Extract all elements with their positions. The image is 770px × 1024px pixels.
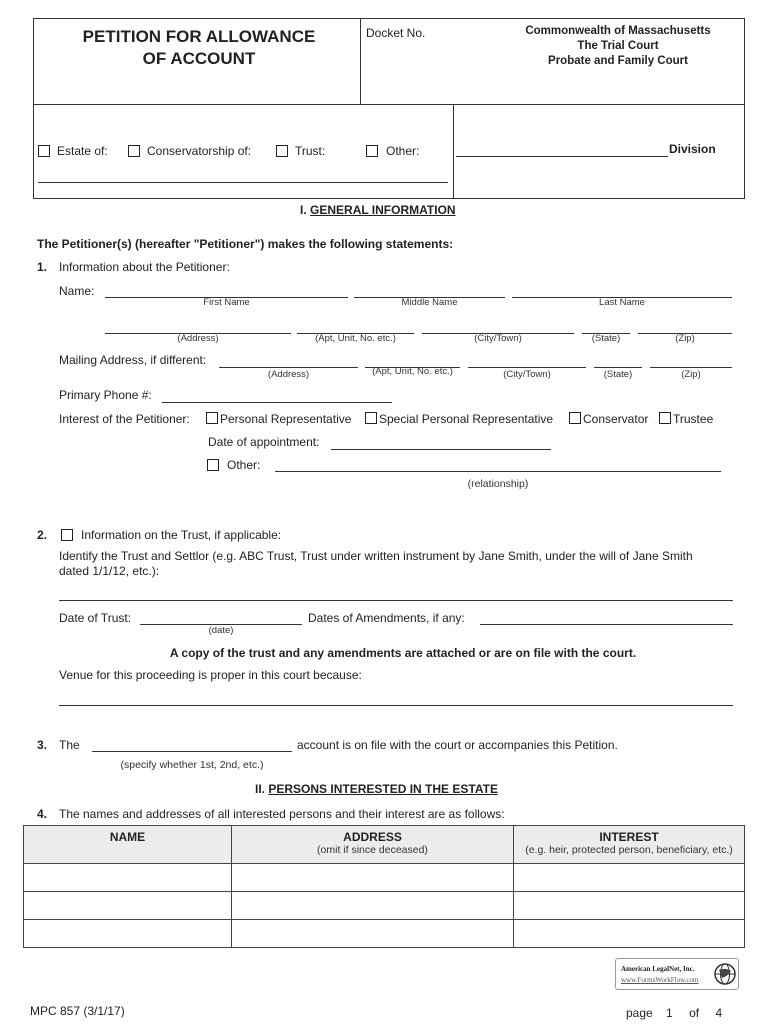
special-rep-label: Special Personal Representative — [379, 412, 554, 426]
interest-cell[interactable] — [514, 920, 745, 948]
item1-text: Information about the Petitioner: — [59, 260, 230, 274]
mailing-zip-caption: (Zip) — [681, 369, 701, 380]
section2-heading: II. PERSONS INTERESTED IN THE ESTATE — [255, 782, 498, 796]
mailing-city-caption: (City/Town) — [503, 369, 551, 380]
interested-persons-table — [23, 825, 745, 948]
interest-column-header: INTEREST (e.g. heir, protected person, beneficiary, etc.) — [514, 826, 745, 864]
form-title: PETITION FOR ALLOWANCE OF ACCOUNT — [82, 27, 316, 68]
conservatorship-checkbox[interactable] — [128, 145, 140, 157]
interest-other-label: Other: — [227, 458, 261, 472]
conservator-label: Conservator — [583, 412, 649, 426]
relationship-caption: (relationship) — [467, 478, 529, 490]
table-row — [24, 892, 745, 920]
account-number-field[interactable] — [92, 751, 292, 752]
court-name: Commonwealth of Massachusetts The Trial Court Probate and Family Court — [525, 25, 711, 67]
address-column-header: ADDRESS (omit if since deceased) — [232, 826, 514, 864]
item3-text: account is on file with the court or accompanies this Petition. — [297, 738, 618, 752]
mailing-state-caption: (State) — [603, 369, 633, 380]
header-divider-vertical — [360, 18, 361, 104]
middle-name-caption: Middle Name — [401, 297, 458, 308]
amendments-field[interactable] — [480, 624, 733, 625]
petitioner-intro: The Petitioner(s) (hereafter "Petitioner") makes the following statements: — [37, 237, 454, 251]
docket-label: Docket No. — [366, 26, 426, 40]
name-cell[interactable] — [24, 920, 232, 948]
mailing-address-field[interactable] — [219, 367, 358, 368]
logo-company: American LegalNet, Inc. — [621, 965, 695, 973]
trust-identify-text: Identify the Trust and Settlor (e.g. ABC Trust, Trust under written instrument by Jane Smith, under the will of Jane Smith dated 1/1/12, etc.): — [59, 549, 693, 578]
trustee-checkbox[interactable] — [659, 412, 671, 424]
first-name-caption: First Name — [203, 297, 250, 308]
address-cell[interactable] — [232, 892, 514, 920]
phone-label: Primary Phone #: — [59, 388, 152, 402]
header-divider-vertical-2 — [453, 104, 454, 199]
section1-heading: I. GENERAL INFORMATION — [300, 203, 456, 217]
item3-number: 3. — [37, 738, 48, 752]
globe-icon — [713, 962, 737, 986]
mailing-zip-field[interactable] — [650, 367, 732, 368]
item4-text: The names and addresses of all interested persons and their interest are as follows: — [59, 807, 505, 821]
header-divider-horizontal — [33, 104, 745, 105]
amendments-label: Dates of Amendments, if any: — [308, 611, 465, 625]
relationship-field[interactable] — [275, 471, 721, 472]
state-caption: (State) — [591, 333, 621, 344]
address-cell[interactable] — [232, 864, 514, 892]
trust-checkbox[interactable] — [276, 145, 288, 157]
address-cell[interactable] — [232, 920, 514, 948]
phone-field[interactable] — [162, 402, 392, 403]
trust-info-checkbox[interactable] — [61, 529, 73, 541]
personal-rep-checkbox[interactable] — [206, 412, 218, 424]
date-caption: (date) — [208, 625, 234, 636]
copy-statement: A copy of the trust and any amendments are attached or are on file with the court. — [169, 646, 637, 660]
venue-label: Venue for this proceeding is proper in this court because: — [59, 668, 362, 682]
mailing-city-field[interactable] — [468, 367, 586, 368]
date-of-trust-label: Date of Trust: — [59, 611, 132, 625]
name-label: Name: — [59, 284, 95, 298]
item4-number: 4. — [37, 807, 48, 821]
special-rep-checkbox[interactable] — [365, 412, 377, 424]
item1-number: 1. — [37, 260, 48, 274]
item3-the: The — [59, 738, 80, 752]
conservator-checkbox[interactable] — [569, 412, 581, 424]
page-indicator: page 1 of 4 — [626, 1006, 723, 1020]
name-cell[interactable] — [24, 892, 232, 920]
legalnet-logo — [615, 958, 739, 990]
mailing-address-label: Mailing Address, if different: — [59, 353, 207, 367]
table-header-row — [24, 826, 745, 864]
other-checkbox[interactable] — [366, 145, 378, 157]
trust-identify-field[interactable] — [59, 600, 733, 601]
interest-cell[interactable] — [514, 892, 745, 920]
name-cell[interactable] — [24, 864, 232, 892]
other-label: Other: — [386, 144, 420, 158]
interest-cell[interactable] — [514, 864, 745, 892]
trust-label: Trust: — [295, 144, 326, 158]
zip-caption: (Zip) — [675, 333, 695, 344]
name-column-header: NAME — [24, 826, 232, 864]
estate-checkbox[interactable] — [38, 145, 50, 157]
conservatorship-label: Conservatorship of: — [147, 144, 252, 158]
trustee-label: Trustee — [673, 412, 714, 426]
division-label: Division — [669, 142, 716, 156]
table-row — [24, 864, 745, 892]
mailing-state-field[interactable] — [594, 367, 642, 368]
logo-url: www.FormsWorkFlow.com — [621, 976, 699, 984]
mailing-apt-caption: (Apt, Unit, No. etc.) — [372, 366, 453, 377]
estate-name-field[interactable] — [38, 182, 448, 183]
item3-caption: (specify whether 1st, 2nd, etc.) — [120, 759, 264, 771]
appointment-label: Date of appointment: — [208, 435, 320, 449]
appointment-field[interactable] — [331, 449, 551, 450]
address-caption: (Address) — [177, 333, 219, 344]
item2-text: Information on the Trust, if applicable: — [81, 528, 282, 542]
apt-caption: (Apt, Unit, No. etc.) — [315, 333, 396, 344]
city-caption: (City/Town) — [474, 333, 522, 344]
interest-other-checkbox[interactable] — [207, 459, 219, 471]
last-name-caption: Last Name — [599, 297, 645, 308]
item2-number: 2. — [37, 528, 48, 542]
venue-field[interactable] — [59, 705, 733, 706]
interest-label: Interest of the Petitioner: — [59, 412, 190, 426]
mailing-address-caption: (Address) — [267, 369, 310, 380]
estate-label: Estate of: — [57, 144, 108, 158]
personal-rep-label: Personal Representative — [220, 412, 352, 426]
table-row — [24, 920, 745, 948]
form-id: MPC 857 (3/1/17) — [30, 1004, 125, 1018]
division-field[interactable] — [456, 156, 668, 157]
